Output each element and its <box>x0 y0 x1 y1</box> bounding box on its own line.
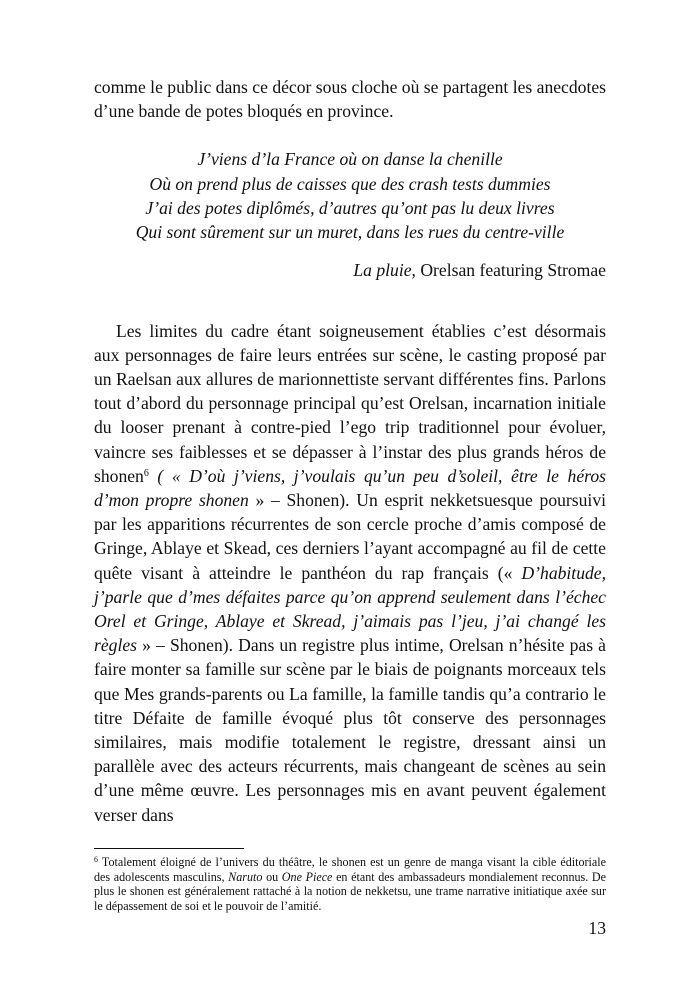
quote-line: J’viens d’la France où on danse la chenille <box>197 149 503 170</box>
body-text: Les limites du cadre étant soigneusement établies c’est désormais aux personnages de faire leurs entrées sur scène, le casting proposé par un Raelsan aux allures de marionnettiste servant différentes fins. Parlons tout d’abord du personnage principal qu’est Orelsan, incarnation initiale du looser prenant à contre-pied l’ego trip traditionnel pour évoluer, vaincre ses faiblesses et se dépasser à l’instar des plus grands héros de shonen <box>94 320 606 486</box>
footnote <box>94 855 606 913</box>
intro-paragraph: comme le public dans ce décor sous cloche où se partagent les anecdotes d’une bande de potes bloqués en province. <box>94 77 606 122</box>
footnote-text: ou <box>262 869 282 884</box>
footnote-text: en étant des ambassadeurs mondialement reconnus. De plus le shonen est généralement rattaché à la notion de nekketsu, une trame narrative initiatique axée sur le dépassement de soi et le pouvoir de l’amitié. <box>94 869 607 913</box>
quote-line: Qui sont sûrement sur un muret, dans les rues du centre-ville <box>135 222 565 243</box>
footnote-title: One Piece <box>281 869 333 884</box>
page-content <box>94 75 606 827</box>
lyric-quote: D’habitude, j’parle que d’mes défaites parce qu’on apprend seulement dans l’échec Orel et Gringe, Ablaye et Skread, j’aimais pas l’jeu, j’ai changé les règles <box>94 562 606 656</box>
page-number: 13 <box>588 918 606 938</box>
song-quote <box>94 147 606 244</box>
quote-line: J’ai des potes diplômés, d’autres qu’ont pas lu deux livres <box>145 198 555 218</box>
quote-citation <box>94 258 606 282</box>
body-text: » – Shonen). Un esprit nekketsuesque poursuivi par les apparitions récurrentes de son cercle proche d’amis composé de Gringe, Ablaye et Skead, ces derniers l’ayant accompagné au fil de cette quête visant à atteindre le panthéon du rap français (« <box>94 490 607 583</box>
footnote-divider <box>94 848 244 849</box>
citation-title: La pluie <box>353 259 412 280</box>
body-text: » – Shonen). Dans un registre plus intime, Orelsan n’hésite pas à faire monter sa famille sur scène par le biais de poignants morceaux tels que Mes grands-parents ou La famille, la famille tandis qu’a contrario le titre Défaite de famille évoqué plus tôt conserve des personnages similaires, mais modifie totalement le registre, dressant ainsi un parallèle avec des acteurs récurrents, mais changeant de scènes au sein d’une même œuvre. Les personnages mis en avant peuvent également verser dans <box>94 635 606 825</box>
lyric-quote: ( « D’où j’viens, j’voulais qu’un peu d’soleil, être le héros d’mon propre shonen <box>94 465 606 511</box>
quote-line: Où on prend plus de caisses que des crash tests dummies <box>149 173 551 194</box>
body-paragraph <box>94 319 606 827</box>
footnote-reference[interactable]: 6 <box>143 467 149 479</box>
footnote-title: Naruto <box>228 869 263 884</box>
footnote-text: Totalement éloigné de l’univers du théâtre, le shonen est un genre de manga visant la cible éditoriale des adolescents masculins, <box>94 855 606 884</box>
footnote-number: 6 <box>94 855 98 864</box>
citation-rest: , Orelsan featuring Stromae <box>411 259 606 280</box>
